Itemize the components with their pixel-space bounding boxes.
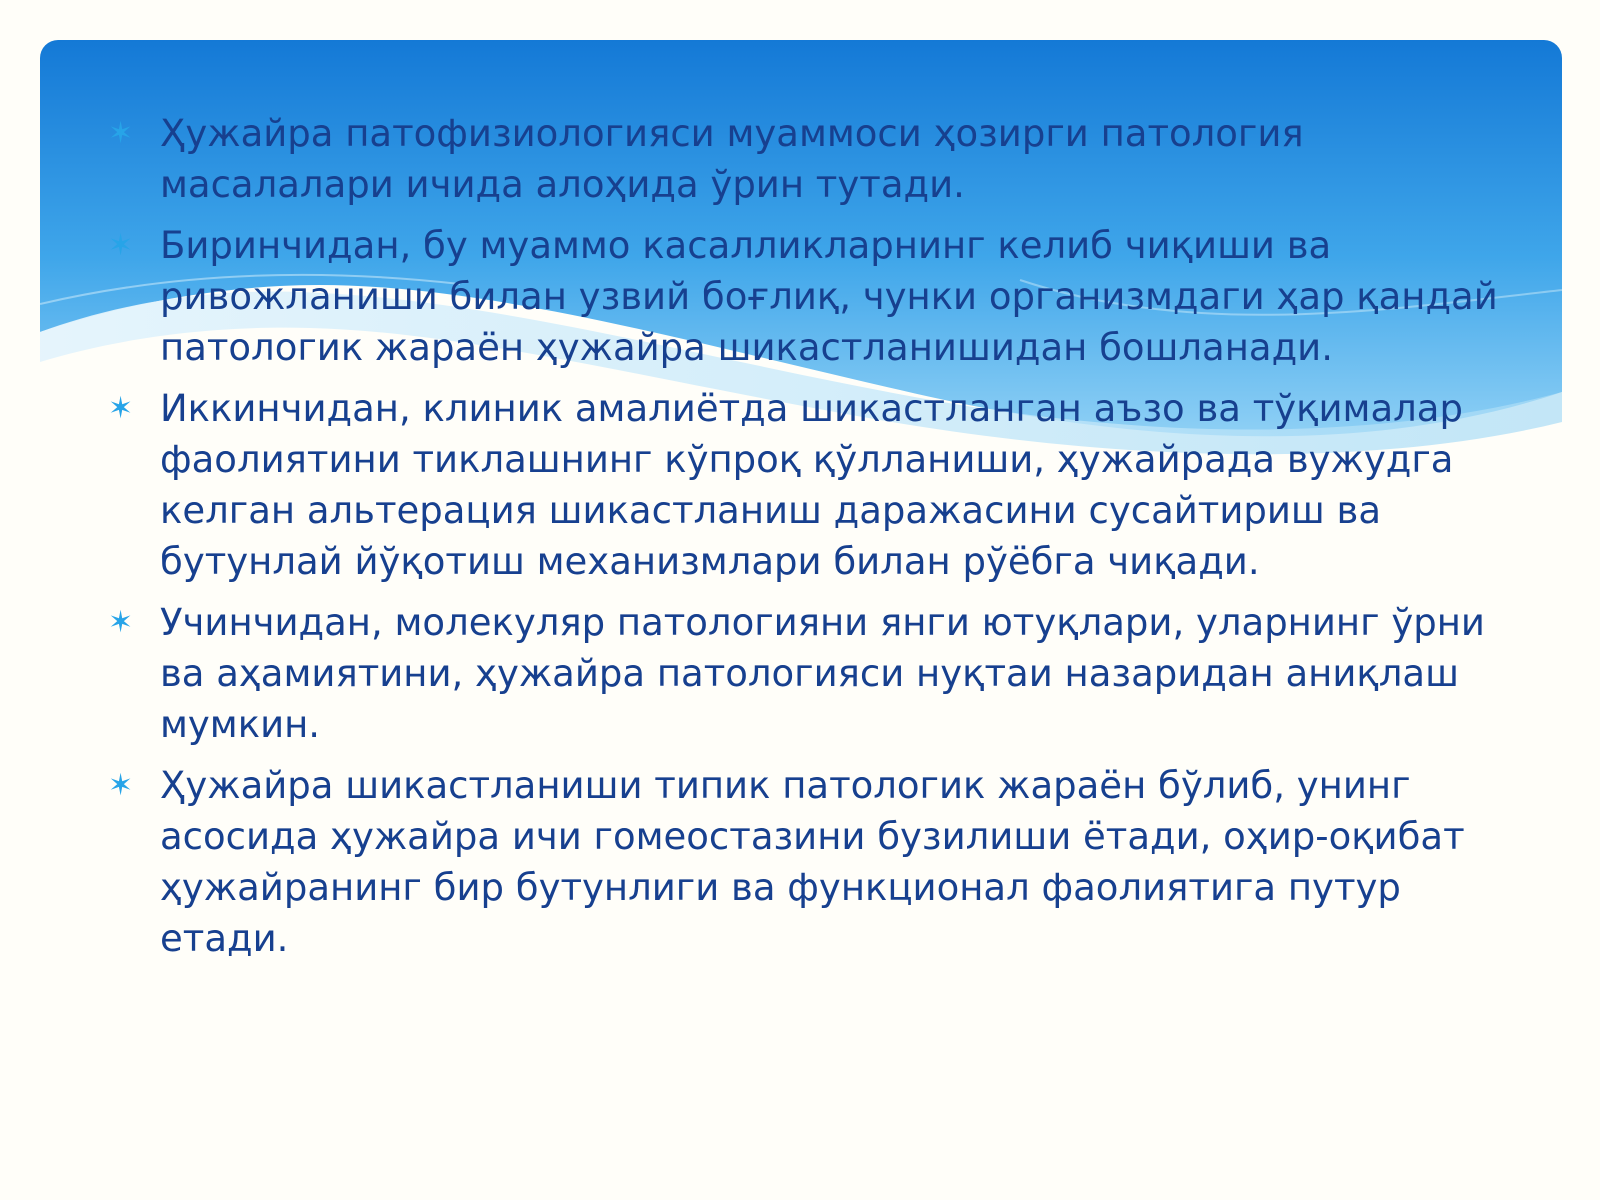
bullet-text: Учинчидан, молекуляр патологияни янги ютуқлари, уларнинг ўрни ва аҳамиятини, ҳужайра патологияси нуқтаи назаридан аниқлаш мумкин.: [160, 601, 1485, 746]
star-bullet-icon: ✶: [108, 605, 134, 640]
bullet-list: [108, 108, 1528, 964]
bullet-text: Ҳужайра шикастланиши типик патологик жараён бўлиб, унинг асосида ҳужайра ичи гомеостазини бузилиши ётади, оҳир-оқибат ҳужайранинг бир бутунлиги ва функционал фаолиятига путур етади.: [160, 764, 1465, 960]
bullet-text: Ҳужайра патофизиологияси муаммоси ҳозирги патология масалалари ичида алоҳида ўрин тутади.: [160, 112, 1304, 206]
bullet-item: [108, 108, 1528, 210]
bullet-item: [108, 220, 1528, 373]
slide-content: [108, 108, 1528, 974]
bullet-item: [108, 597, 1528, 750]
bullet-text: Иккинчидан, клиник амалиётда шикастланган аъзо ва тўқималар фаолиятини тиклашнинг кўпроқ қўлланиши, ҳужайрада вужудга келган альтерация шикастланиш даражасини сусайтириш ва бутунлай йўқотиш механизмлари билан рўёбга чиқади.: [160, 387, 1463, 583]
star-bullet-icon: ✶: [108, 768, 134, 803]
star-bullet-icon: ✶: [108, 116, 134, 151]
bullet-item: [108, 760, 1528, 964]
star-bullet-icon: ✶: [108, 228, 134, 263]
star-bullet-icon: ✶: [108, 391, 134, 426]
bullet-item: [108, 383, 1528, 587]
bullet-text: Биринчидан, бу муаммо касалликларнинг келиб чиқиши ва ривожланиши билан узвий боғлиқ, чунки организмдаги ҳар қандай патологик жараён ҳужайра шикастланишидан бошланади.: [160, 224, 1498, 369]
